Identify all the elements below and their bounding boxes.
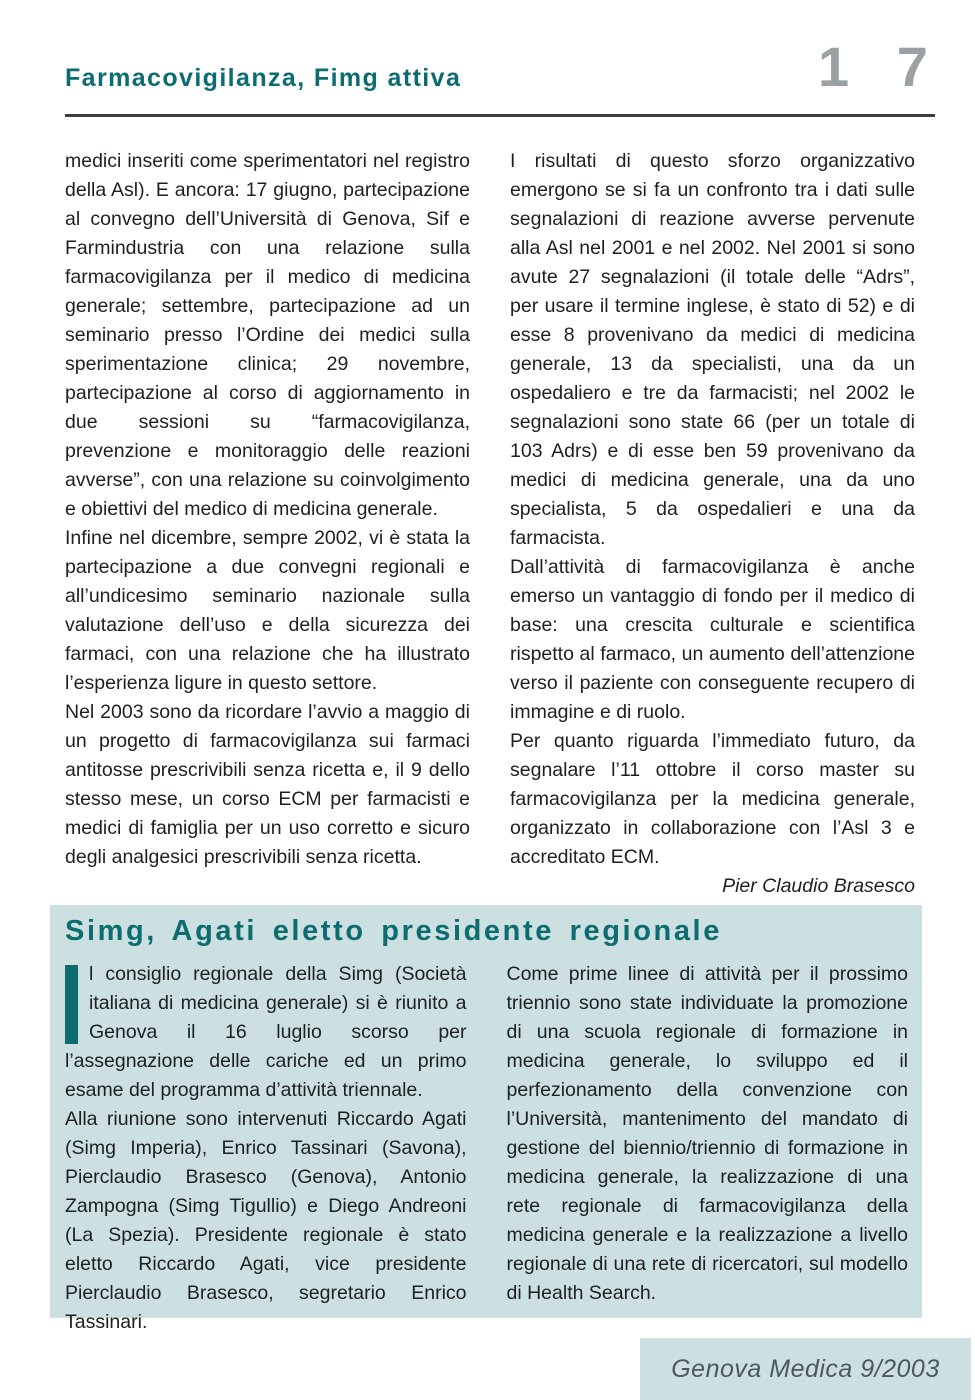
- paragraph: Per quanto riguarda l’immediato futuro, da segnalare l’11 ottobre il corso master su farmacovigilanza per la medicina generale, organizzato in collaborazione con l’Asl 3 e accreditato ECM.: [510, 730, 915, 868]
- dropcap-bar: [65, 965, 78, 1044]
- news-box-body: [65, 960, 908, 1337]
- paragraph-text: l consiglio regionale della Simg (Società italiana di medicina generale) si è riunito a Genova il 16 luglio scorso per l’assegnazione delle cariche ed un primo esame del programma d’attività triennale.: [65, 963, 467, 1101]
- author-signature: Pier Claudio Brasesco: [722, 875, 915, 897]
- page-title: Farmacovigilanza, Fimg attiva: [65, 64, 462, 92]
- header-divider: [65, 114, 935, 117]
- paragraph: medici inseriti come sperimentatori nel registro della Asl). E ancora: 17 giugno, partecipazione al convegno dell’Università di Genova, Sif e Farmindustria con una relazione sulla farmacovigilanza per il medico di medicina generale; settembre, partecipazione ad un seminario presso l’Ordine dei medici sulla sperimentazione clinica; 29 novembre, partecipazione al corso di aggiornamento in due sessioni su “farmacovigilanza, prevenzione e monitoraggio delle reazioni avverse”, con una relazione su coinvolgimento e obiettivi del medico di medicina generale.: [65, 150, 470, 520]
- paragraph: Come prime linee di attività per il prossimo triennio sono state individuate la promozione di una scuola regionale di formazione in medicina generale, lo sviluppo ed il perfezionamento della convenzione con l’Università, mantenimento del mandato di gestione del biennio/triennio di formazione in medicina generale, la realizzazione di una rete regionale di farmacovigilanza della medicina generale e la realizzazione a livello regionale di una rete di ricercatori, sul modello di Health Search.: [506, 963, 908, 1304]
- news-box-right-column: [507, 960, 909, 1337]
- journal-issue-label: Genova Medica 9/2003: [671, 1354, 940, 1383]
- news-box-left-column: [65, 960, 467, 1337]
- page-number: 1 7: [818, 35, 944, 98]
- paragraph: I risultati di questo sforzo organizzativo emergono se si fa un confronto tra i dati sulle segnalazioni di reazione avverse pervenute alla Asl nel 2001 e nel 2002. Nel 2001 si sono avute 27 segnalazioni (il totale delle “Adrs”, per usare il termine inglese, è stato di 52) e di esse 8 provenivano da medici di medicina generale, 13 da specialisti, una da un ospedaliero e tre da farmacisti; nel 2002 le segnalazioni sono state 66 (per un totale di 103 Adrs) e di esse ben 59 provenivano da medici di medicina generale, una da uno specialista, 5 da ospedalieri e una da farmacista.: [510, 150, 915, 549]
- paragraph: Infine nel dicembre, sempre 2002, vi è stata la partecipazione a due convegni regionali e all’undicesimo seminario nazionale sulla valutazione dell’uso e della sicurezza dei farmaci, con una relazione che ha illustrato l’esperienza ligure in questo settore.: [65, 527, 470, 694]
- article-right-column: [510, 147, 915, 901]
- news-box: [50, 905, 922, 1333]
- paragraph: Dall’attività di farmacovigilanza è anche emerso un vantaggio di fondo per il medico di base: una crescita culturale e scientifica rispetto al farmaco, un aumento dell’attenzione verso il paziente con conseguente recupero di immagine e di ruolo.: [510, 556, 915, 723]
- paragraph-with-dropcap: [65, 960, 467, 1105]
- article-left-column: [65, 147, 470, 901]
- footer: [640, 1338, 971, 1400]
- article-body: [65, 147, 915, 901]
- paragraph: Nel 2003 sono da ricordare l’avvio a maggio di un progetto di farmacovigilanza sui farmaci antitosse prescrivibili senza ricetta e, il 9 dello stesso mese, un corso ECM per farmacisti e medici di famiglia per un uso corretto e sicuro degli analgesici prescrivibili senza ricetta.: [65, 701, 470, 868]
- paragraph: Alla riunione sono intervenuti Riccardo Agati (Simg Imperia), Enrico Tassinari (Savona), Pierclaudio Brasesco (Genova), Antonio Zampogna (Simg Tigullio) e Diego Andreoni (La Spezia). Presidente regionale è stato eletto Riccardo Agati, vice presidente Pierclaudio Brasesco, segretario Enrico Tassinari.: [65, 1108, 467, 1333]
- news-box-title: Simg, Agati eletto presidente regionale: [65, 915, 722, 947]
